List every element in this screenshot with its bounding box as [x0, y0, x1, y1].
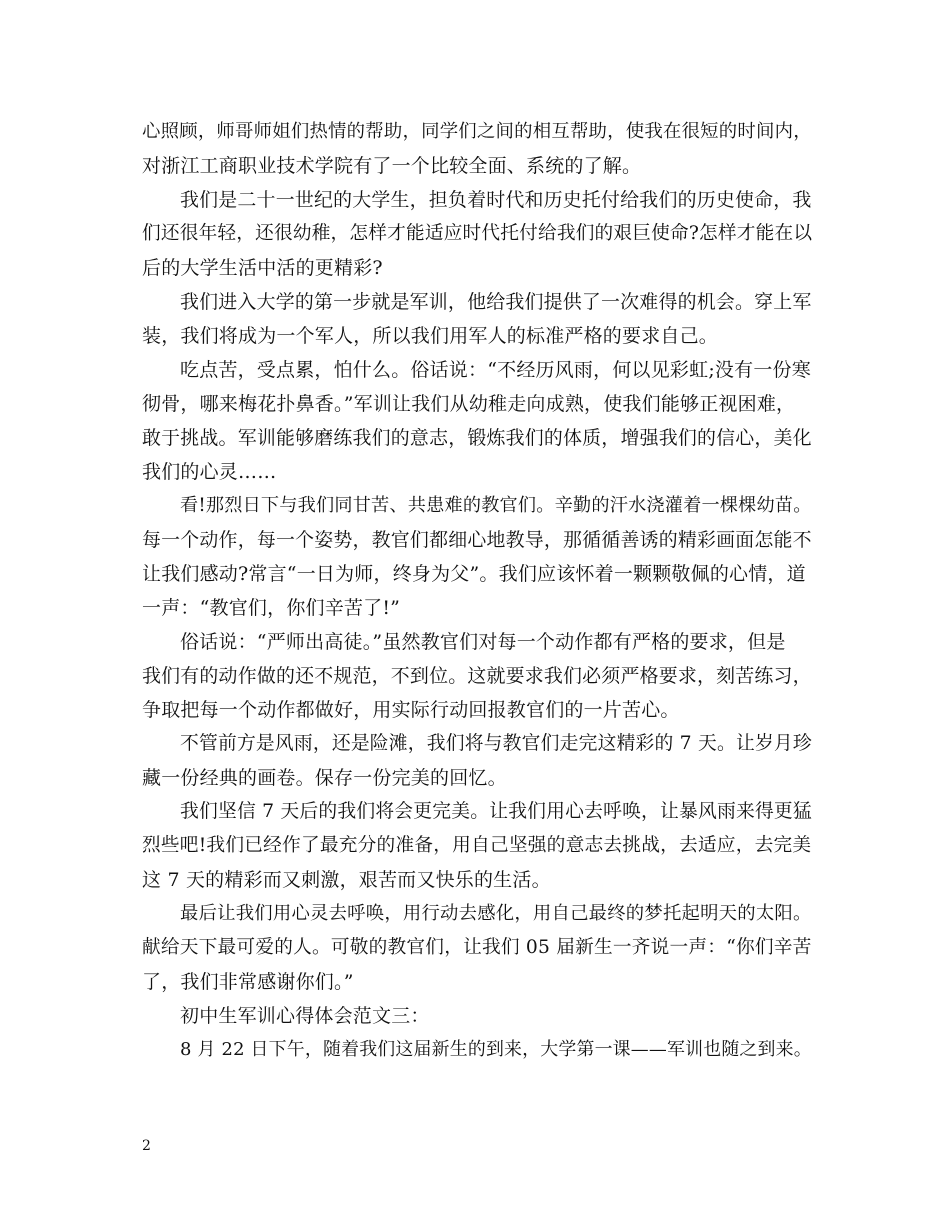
text-line: 后的大学生活中活的更精彩?	[142, 257, 383, 279]
text-line: 我们进入大学的第一步就是军训，他给我们提供了一次难得的机会。穿上军	[180, 291, 812, 313]
text-line: 看!那烈日下与我们同甘苦、共患难的教官们。辛勤的汗水浇灌着一棵棵幼苗。	[180, 495, 812, 516]
text-line: 烈些吧!我们已经作了最充分的准备，用自己坚强的意志去挑战，去适应，去完美	[142, 835, 812, 856]
page-number: 2	[142, 1138, 151, 1154]
text-line: 心照顾，师哥师姐们热情的帮助，同学们之间的相互帮助，使我在很短的时间内，	[142, 121, 812, 142]
text-line: 最后让我们用心灵去呼唤，用行动去感化，用自己最终的梦托起明天的太阳。	[180, 903, 812, 924]
text-line: 了，我们非常感谢你们。”	[142, 971, 354, 993]
text-line: 我们坚信 7 天后的我们将会更完美。让我们用心去呼唤，让暴风雨来得更猛	[180, 801, 812, 822]
text-line: 吃点苦，受点累，怕什么。俗话说：“不经历风雨，何以见彩虹;没有一份寒	[180, 359, 811, 381]
text-line: 对浙江工商职业技术学院有了一个比较全面、系统的了解。	[142, 155, 642, 177]
text-line: 一声：“教官们，你们辛苦了!”	[142, 597, 401, 619]
text-line: 藏一份经典的画卷。保存一份完美的回忆。	[142, 767, 507, 789]
text-line: 8 月 22 日下午，随着我们这届新生的到来，大学第一课——军训也随之到来。	[180, 1039, 812, 1060]
text-line: 装，我们将成为一个军人，所以我们用军人的标准严格的要求自己。	[142, 325, 719, 347]
section-heading: 初中生军训心得体会范文三：	[180, 1005, 430, 1027]
text-line: 每一个动作，每一个姿势，教官们都细心地教导，那循循善诱的精彩画面怎能不	[142, 529, 812, 551]
text-line: 彻骨，哪来梅花扑鼻香。”军训让我们从幼稚走向成熟，使我们能够正视困难，	[142, 393, 796, 415]
text-line: 让我们感动?常言“一日为师，终身为父”。我们应该怀着一颗颗敬佩的心情，道	[142, 563, 806, 585]
text-line: 争取把每一个动作都做好，用实际行动回报教官们的一片苦心。	[142, 699, 680, 721]
text-line: 献给天下最可爱的人。可敬的教官们，让我们 05 届新生一齐说一声：“你们辛苦	[142, 937, 812, 958]
text-line: 我们有的动作做的还不规范，不到位。这就要求我们必须严格要求，刻苦练习，	[142, 665, 812, 687]
text-line: 们还很年轻，还很幼稚，怎样才能适应时代托付给我们的艰巨使命?怎样才能在以	[142, 223, 813, 244]
text-line: 这 7 天的精彩而又刺激，艰苦而又快乐的生活。	[142, 869, 551, 891]
text-line: 我们的心灵……	[142, 461, 277, 483]
text-line: 敢于挑战。军训能够磨练我们的意志，锻炼我们的体质，增强我们的信心，美化	[142, 427, 812, 449]
text-line: 我们是二十一世纪的大学生，担负着时代和历史托付给我们的历史使命，我	[180, 189, 812, 211]
text-line: 俗话说：“严师出高徒。”虽然教官们对每一个动作都有严格的要求，但是	[180, 631, 786, 653]
text-line: 不管前方是风雨，还是险滩，我们将与教官们走完这精彩的 7 天。让岁月珍	[180, 733, 812, 754]
